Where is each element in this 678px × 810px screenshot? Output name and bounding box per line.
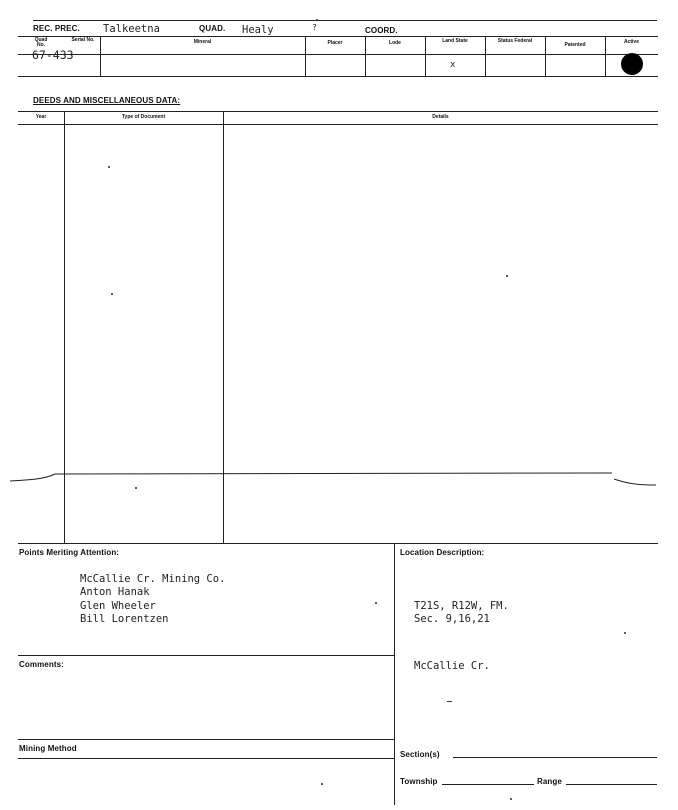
location-line-1: T21S, R12W, FM. xyxy=(414,600,509,612)
col-status-federal: Status Federal xyxy=(497,38,533,44)
punch-hole xyxy=(621,53,643,75)
range-field xyxy=(566,784,657,785)
section-label: Section(s) xyxy=(400,750,440,759)
location-creek: McCallie Cr. xyxy=(414,660,490,672)
col-details: Details xyxy=(432,114,449,120)
col-active: Active xyxy=(623,39,639,45)
points-line-3: Glen Wheeler xyxy=(80,600,156,612)
points-label: Points Meriting Attention: xyxy=(19,548,120,557)
col-year: Year xyxy=(35,114,47,120)
points-line-4: Bill Lorentzen xyxy=(80,613,169,625)
quad-value: Healy xyxy=(242,24,274,36)
deeds-title: DEEDS AND MISCELLANEOUS DATA: xyxy=(33,96,181,105)
quad-mark: ? xyxy=(312,23,317,32)
quad-label: QUAD. xyxy=(199,24,226,33)
col-serial-no: Serial No. xyxy=(71,37,95,43)
section-field xyxy=(453,757,657,758)
col-placer: Placer xyxy=(327,40,343,46)
header-top-rule xyxy=(33,20,657,21)
rec-prec-label: REC. PREC. xyxy=(33,24,80,33)
col-type-of-document: Type of Document xyxy=(121,114,166,120)
location-label: Location Description: xyxy=(400,548,485,557)
points-line-1: McCallie Cr. Mining Co. xyxy=(80,573,226,585)
land-state-mark: x xyxy=(450,60,456,70)
township-field xyxy=(442,784,534,785)
township-label: Township xyxy=(400,777,438,786)
col-mineral: Mineral xyxy=(193,39,212,45)
location-line-2: Sec. 9,16,21 xyxy=(414,613,490,625)
record-number: 67-433 xyxy=(32,48,74,62)
col-land-state: Land State xyxy=(442,38,468,44)
points-line-2: Anton Hanak xyxy=(80,586,150,598)
comments-label: Comments: xyxy=(19,660,64,669)
col-lode: Lode xyxy=(389,40,401,46)
coord-label: COORD. xyxy=(365,26,398,35)
col-quad-no: Quad No. xyxy=(34,37,48,48)
col-patented: Patented xyxy=(564,42,586,48)
range-label: Range xyxy=(537,777,562,786)
mining-method-label: Mining Method xyxy=(19,744,77,753)
rec-prec-value: Talkeetna xyxy=(103,23,160,35)
page-overlap-edge xyxy=(0,460,678,500)
